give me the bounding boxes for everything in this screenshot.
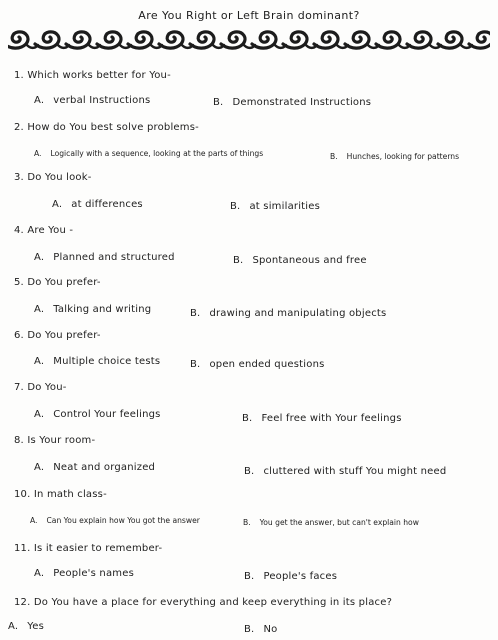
question-7: 7. Do You- [14,382,67,393]
question-10: 10. In math class- [14,489,107,500]
q7-option-a: A. Control Your feelings [34,409,161,420]
swirl-ornament [407,32,441,48]
q11-option-a: A. People's names [34,568,134,579]
swirl-ornament [35,32,69,48]
swirl-ornament [252,32,286,48]
swirl-ornament [97,32,131,48]
swirl-ornament [314,32,348,48]
swirl-ornament [469,32,490,48]
question-12: 12. Do You have a place for everything and keep everything in its place? [14,597,393,608]
swirl-ornament [8,32,38,48]
q5-option-a: A. Talking and writing [34,304,152,315]
q8-option-b: B. cluttered with stuff You might need [244,466,447,477]
swirl-ornament [66,32,100,48]
q12-option-a: A. Yes [8,621,44,632]
q11-option-b: B. People's faces [244,571,338,582]
swirl-ornament [190,32,224,48]
q2-option-b: B. Hunches, looking for patterns [330,152,460,161]
q5-option-b: B. drawing and manipulating objects [190,308,387,319]
question-1: 1. Which works better for You- [14,70,171,81]
swirl-ornament [221,32,255,48]
q7-option-b: B. Feel free with Your feelings [242,413,402,424]
q3-option-a: A. at differences [52,199,143,210]
q1-option-b: B. Demonstrated Instructions [213,97,372,108]
q10-option-b: B. You get the answer, but can't explain how [243,518,419,527]
q1-option-a: A. verbal Instructions [34,95,151,106]
q4-option-b: B. Spontaneous and free [233,255,367,266]
swirl-ornament [283,32,317,48]
question-6: 6. Do You prefer- [14,330,101,341]
swirl-ornament [345,32,379,48]
q2-option-a: A. Logically with a sequence, looking at the parts of things [34,149,264,158]
q12-option-b: B. No [244,624,278,635]
q6-option-a: A. Multiple choice tests [34,356,161,367]
question-5: 5. Do You prefer- [14,277,101,288]
q10-option-a: A. Can You explain how You got the answer [30,516,200,525]
q8-option-a: A. Neat and organized [34,462,156,473]
swirl-ornament [159,32,193,48]
question-4: 4. Are You - [14,225,74,236]
swirl-ornament [438,32,472,48]
swirl-ornament [376,32,410,48]
q4-option-a: A. Planned and structured [34,252,175,263]
question-11: 11. Is it easier to remember- [14,543,163,554]
swirl-ornament [128,32,162,48]
question-8: 8. Is Your room- [14,435,96,446]
q6-option-b: B. open ended questions [190,359,325,370]
page-title: Are You Right or Left Brain dominant? [138,9,360,22]
question-2: 2. How do You best solve problems- [14,122,199,133]
q3-option-b: B. at similarities [230,201,321,212]
swirl-border [8,28,490,54]
question-3: 3. Do You look- [14,172,92,183]
